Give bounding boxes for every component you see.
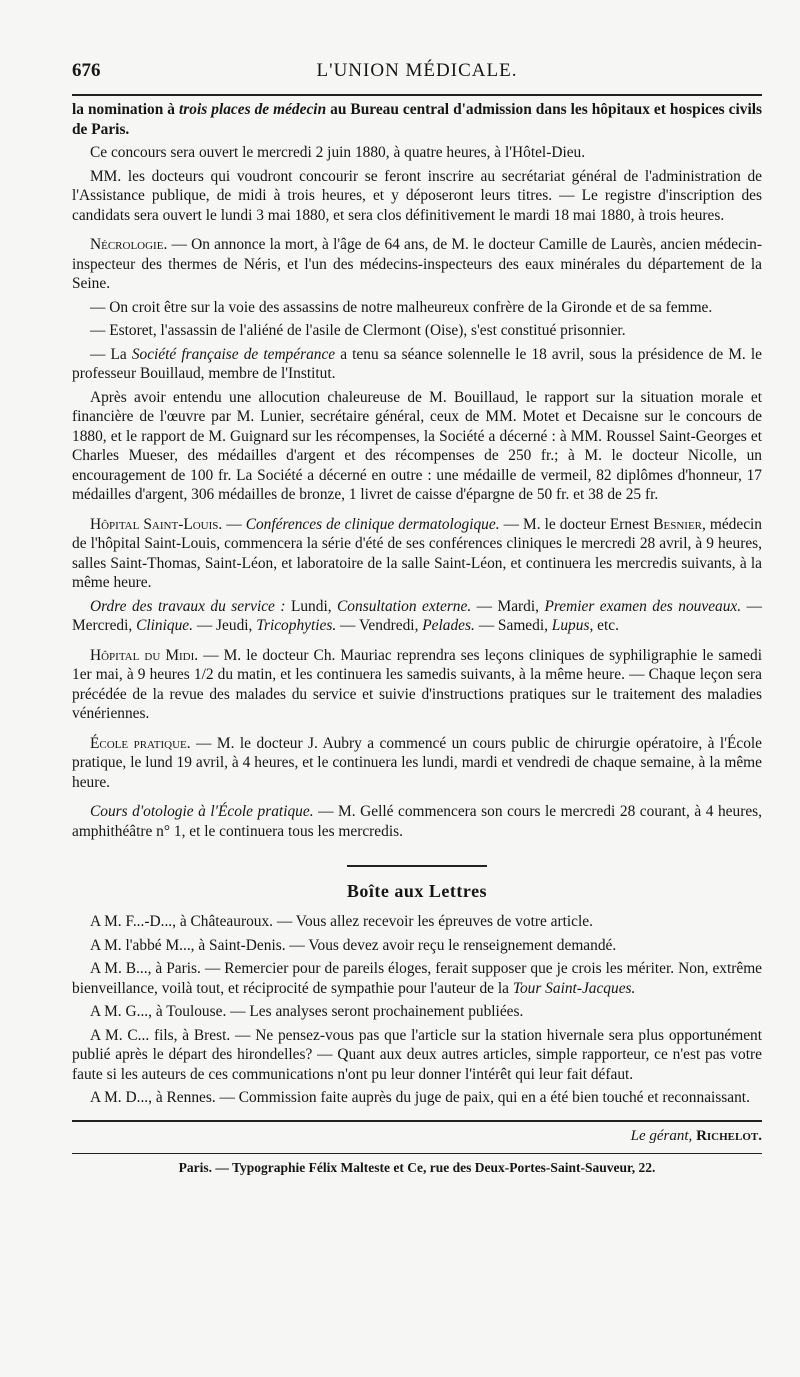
estoret-paragraph: — Estoret, l'assassin de l'aliéné de l'asile de Clermont (Oise), s'est constitué prisonnier. <box>90 322 626 339</box>
midi-paragraph: Hôpital du Midi. — M. le docteur Ch. Mauriac reprendra ses leçons cliniques de syphiligraphie le samedi 1er mai, à 9 heures 1/2 du matin, et les continuera les samedis suivants, à la même heure. — Chaque leçon sera précédée de la revue des malades du service et suivie d'instructions pratiques sur le traitement des maladies vénériennes. <box>72 646 763 722</box>
letter-item: A M. C... fils, à Brest. — Ne pensez-vous pas que l'article sur la station hivernale sera plus opportunément publié après le départ des hirondelles? — Quant aux deux autres articles, simple rapporteur, ce n'est pas votre faute si les auteurs de ces communications n'ont pu leur donner l'intérêt qui leur fait défaut. <box>72 1026 762 1083</box>
assassins-paragraph: — On croit être sur la voie des assassins de notre malheureux confrère de la Gironde et de sa femme. <box>90 298 713 316</box>
ecole-paragraph: École pratique. — M. le docteur J. Aubry a commencé un cours public de chirurgie opératoire, à l'École pratique, le lund 19 avril, à 4 heures, et le continuera les lundi, mardi et vendredi de chaque semaine, à la même heure. <box>72 734 762 791</box>
printer-imprint: Paris. — Typographie Félix Malteste et Ce, rue des Deux-Portes-Saint-Sauveur, 22. <box>178 1159 656 1175</box>
signature-rule <box>72 1120 762 1122</box>
temperance-paragraph-2: Après avoir entendu une allocution chaleureuse de M. Bouillaud, le rapport sur la situation morale et financière de l'œuvre par M. Lunier, secrétaire général, ceux de MM. Motet et Decaisne sur le concours de 1880, et le rapport de M. Guignard sur les récompenses, la Société a décerné : à MM. Roussel Saint-Georges et Charles Mueser, des médailles d'argent et des récompenses de 250 fr.; à M. le docteur Nicolle, un encouragement de 100 fr. La Société a décerné en outre : une médaille de vermeil, 82 diplômes d'honneur, 17 médailles d'argent, 306 médailles de bronze, 1 livret de caisse d'épargne de 50 fr. et 38 de 25 fr. <box>72 388 762 503</box>
concours-paragraph-2: Ce concours sera ouvert le mercredi 2 juin 1880, à quatre heures, à l'Hôtel-Dieu. <box>90 144 586 161</box>
letter-item: A M. l'abbé M..., à Saint-Denis. — Vous devez avoir reçu le renseignement demandé. <box>90 936 617 954</box>
letter-item: A M. D..., à Rennes. — Commission faite auprès du juge de paix, qui en a été bien touché et reconnaissant. <box>90 1089 750 1106</box>
section-divider <box>347 865 487 867</box>
boite-aux-lettres-title: Boîte aux Lettres <box>346 881 488 901</box>
page-header <box>72 54 762 84</box>
letter-item: A M. B..., à Paris. — Remercier pour de pareils éloges, ferait supposer que je crois les mériter. Non, extrême bienveillance, voilà tout, et réciprocité de sympathie pour l'auteur de la Tour Saint-Jacques. <box>72 960 762 997</box>
signature: Le gérant, Richelot. <box>630 1127 762 1144</box>
page-number: 676 <box>72 60 101 81</box>
concours-paragraph-1: la nomination à trois places de médecin au Bureau central d'admission dans les hôpitaux et hospices civils de Paris. <box>72 101 763 138</box>
letter-item: A M. G..., à Toulouse. — Les analyses seront prochainement publiées. <box>90 1003 524 1020</box>
concours-paragraph-3: MM. les docteurs qui voudront concourir se feront inscrire au secrétariat général de l'administration de l'Assistance publique, de midi à trois heures, et y déposeront leurs titres. — Le registre d'inscription des candidats sera ouvert le lundi 3 mai 1880, et sera clos définitivement le mardi 18 mai 1880, à trois heures. <box>72 167 762 224</box>
necrologie-paragraph: Nécrologie. — On annonce la mort, à l'âge de 64 ans, de M. le docteur Camille de Laurès, ancien médecin-inspecteur des thermes de Néris, et l'un des médecins-inspecteurs des eaux minérales du département de la Seine. <box>72 236 762 292</box>
temperance-paragraph-1: — La Société française de tempérance a tenu sa séance solennelle le 18 avril, sous la présidence de M. le professeur Bouillaud, membre de l'Institut. <box>72 345 762 382</box>
otologie-paragraph: Cours d'otologie à l'École pratique. — M. Gellé commencera son cours le mercredi 28 courant, à 4 heures, amphithéâtre n° 1, et le continuera tous les mercredis. <box>72 803 762 840</box>
running-head: L'UNION MÉDICALE. <box>316 60 518 81</box>
letter-item: A M. F...-D..., à Châteauroux. — Vous allez recevoir les épreuves de votre article. <box>90 913 593 930</box>
saint-louis-paragraph: Hôpital Saint-Louis. — Conférences de clinique dermatologique. — M. le docteur Ernest Besnier, médecin de l'hôpital Saint-Louis, commencera la série d'été de ses conférences cliniques le mercredi 28 avril, à 9 heures, salles Saint-Thomas, Saint-Léon, et laboratoire de la salle Saint-Léon, et continuera les mercredis suivants, à la même heure. <box>72 515 763 591</box>
header-rule <box>72 94 762 96</box>
journal-page <box>72 54 762 1176</box>
footer-rule <box>72 1153 762 1154</box>
ordre-travaux-paragraph: Ordre des travaux du service : Lundi, Consultation externe. — Mardi, Premier examen des nouveaux. — Mercredi, Clinique. — Jeudi, Tricophyties. — Vendredi, Pelades. — Samedi, Lupus, etc. <box>72 597 762 634</box>
